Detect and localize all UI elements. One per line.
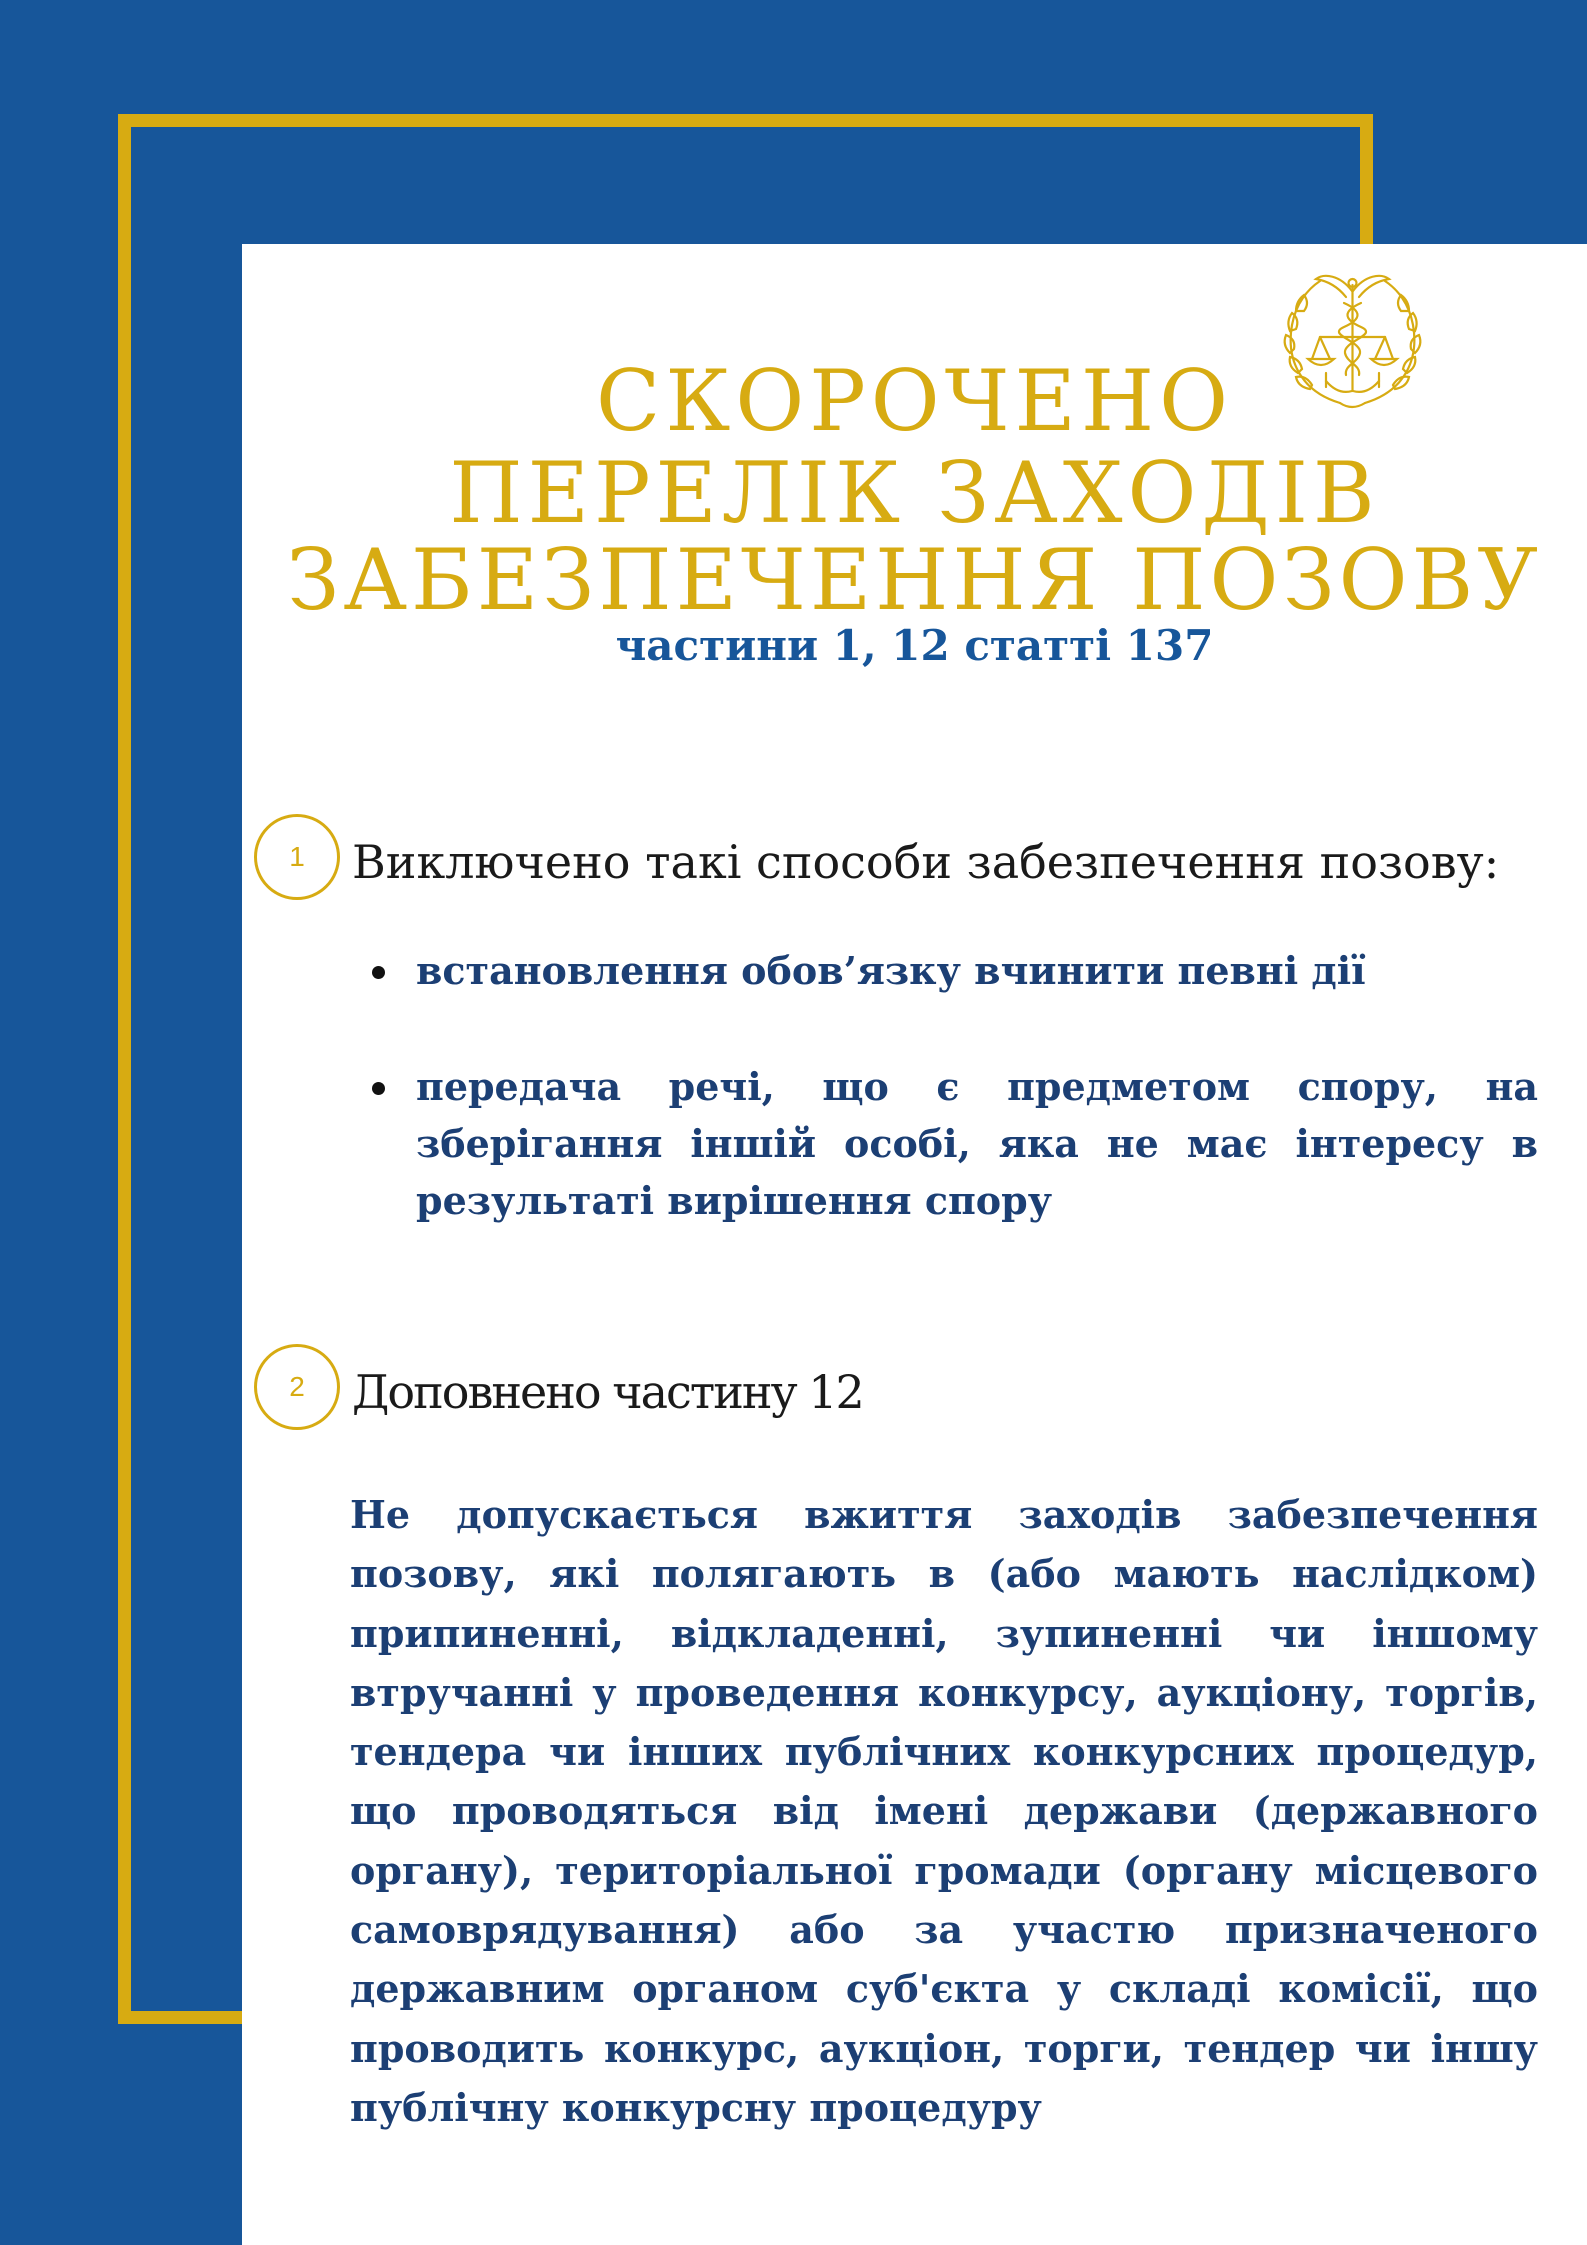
section-heading: Доповнено частину 12 bbox=[352, 1365, 863, 1419]
list-item: передача речі, що є предметом спору, на зберігання іншій особі, яка не має інтересу в результаті вирішення спору bbox=[372, 1058, 1538, 1229]
title-line-1: СКОРОЧЕНО bbox=[596, 352, 1233, 450]
list-item: встановлення обов’язку вчинити певні дії bbox=[372, 942, 1538, 999]
section-number-badge: 2 bbox=[254, 1344, 340, 1430]
title-line-3: ЗАБЕЗПЕЧЕННЯ ПОЗОВУ bbox=[287, 531, 1542, 629]
section-heading: Виключено такі способи забезпечення позову: bbox=[352, 835, 1500, 889]
body-paragraph: Не допускається вжиття заходів забезпечення позову, які полягають в (або мають наслідком) припиненні, відкладенні, зупиненні чи іншому втручанні у проведення конкурсу, аукціону, торгів, тендера чи інших публічних конкурсних процедур, що проводяться від імені держави (державного органу), територіальної громади (органу місцевого самоврядування) або за участю призначеного державним органом суб'єкта у складі комісії, що проводить конкурс, аукціон, торги, тендер чи іншу публічну конкурсну процедуру bbox=[350, 1492, 1538, 2130]
title-line-2: ПЕРЕЛІК ЗАХОДІВ bbox=[449, 444, 1380, 542]
section-number-badge: 1 bbox=[254, 814, 340, 900]
bullet-list bbox=[372, 942, 1538, 1229]
subtitle: частини 1, 12 статті 137 bbox=[615, 621, 1214, 670]
